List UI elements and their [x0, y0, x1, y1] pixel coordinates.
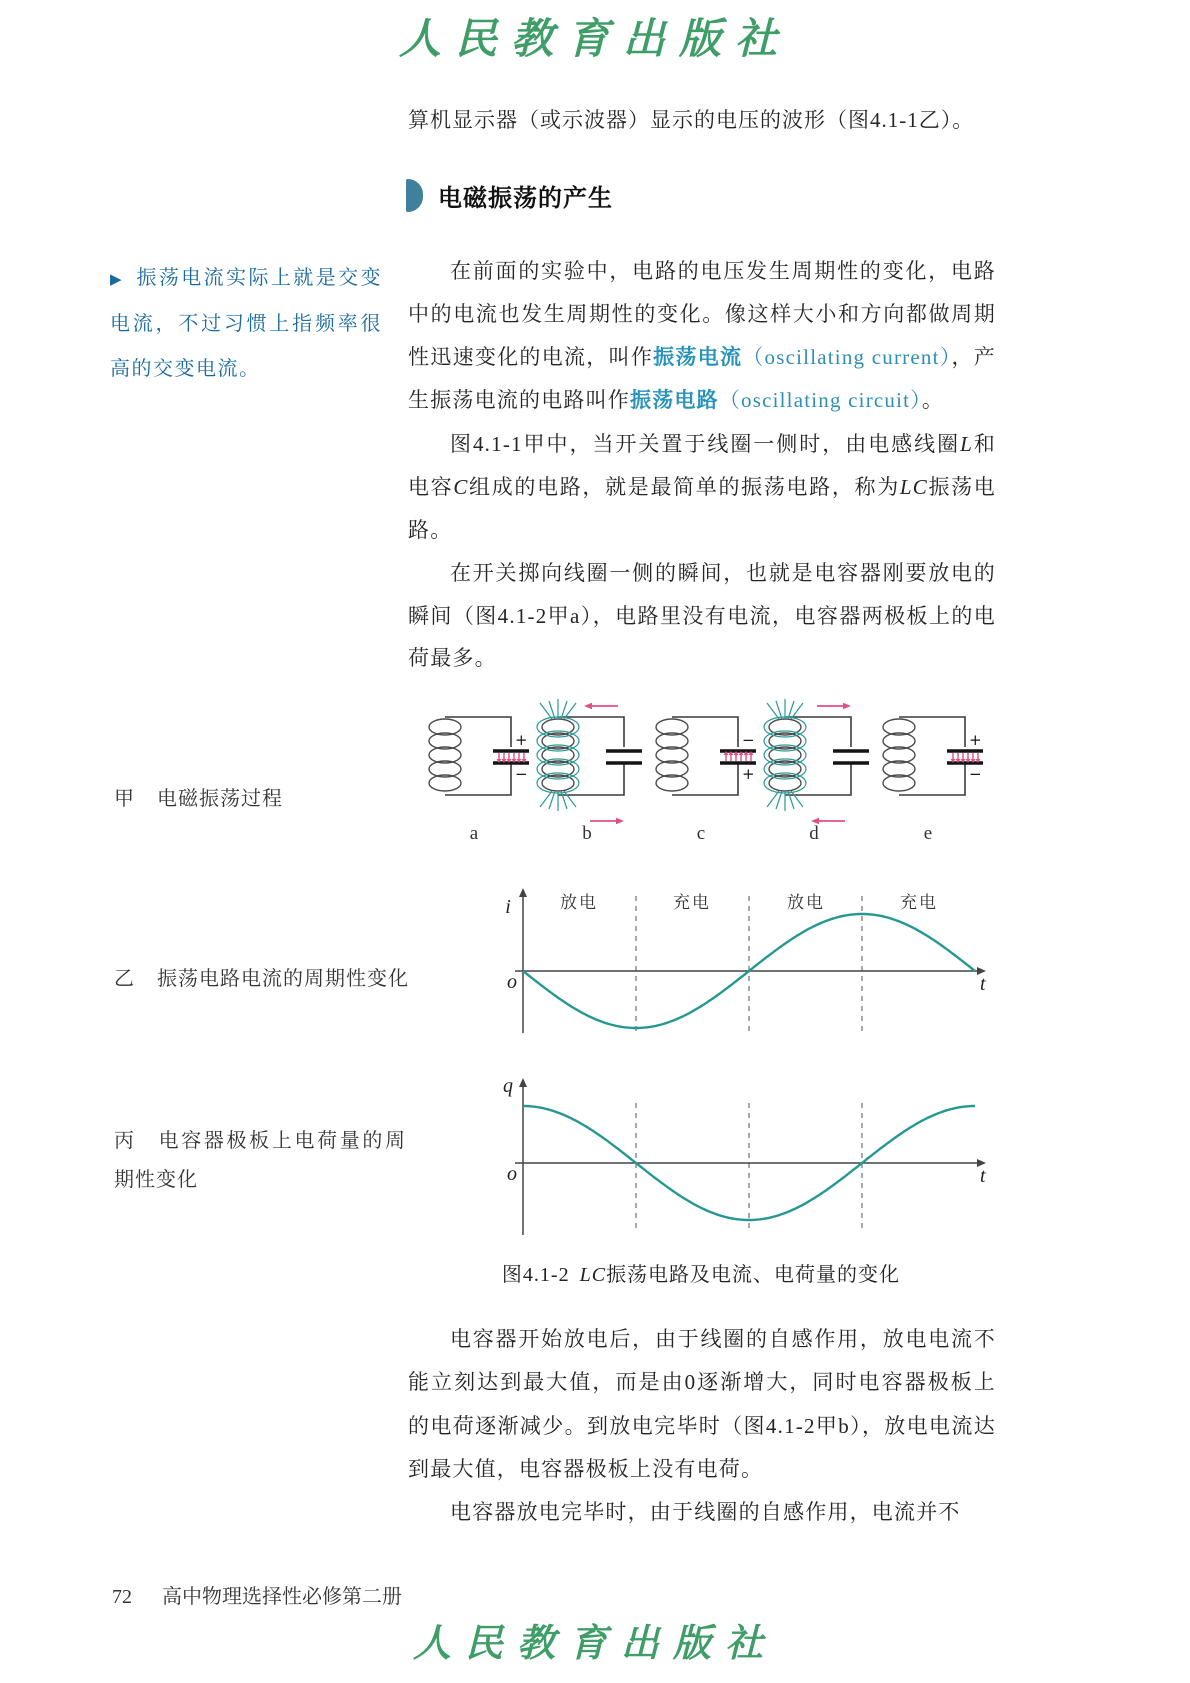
p1-text: 在前面的实验中，电路的电压发生周期性的变化，电路中的电流也发生周期性的变化。像这样大小和方向都做周期性迅速变化的电流，叫作 [408, 259, 996, 369]
paragraph-5: 电容器放电完毕时，由于线圈的自感作用，电流并不 [450, 1500, 961, 1524]
charge-time-graph [420, 1000, 995, 1245]
figure-label-jia [114, 782, 394, 811]
figure-label-text: 振荡电路电流的周期性变化 [157, 968, 409, 990]
x-axis-label-t: t [980, 1165, 986, 1187]
caption-number: 图4.1-2 [501, 1264, 570, 1286]
circuit-c [656, 717, 756, 844]
page-footer [112, 1580, 402, 1609]
page-number: 72 [112, 1586, 132, 1608]
circuit-letter: b [582, 823, 592, 844]
figure-label-text: 电磁振荡过程 [157, 788, 283, 810]
intro-line: 算机显示器（或示波器）显示的电压的波形（图4.1-1乙）。 [408, 108, 975, 132]
phase-label-charge: 充电 [900, 893, 938, 912]
term-oscillating-circuit: 振荡电路 [630, 389, 719, 413]
paragraph-1 [408, 250, 996, 423]
paragraph-2 [408, 423, 996, 551]
minus-sign: − [515, 765, 528, 783]
circuit-letter: c [696, 823, 706, 844]
section-heading [406, 178, 613, 213]
plus-sign: + [969, 731, 982, 749]
book-title: 高中物理选择性必修第二册 [162, 1586, 402, 1608]
p2-text: 和电容 [408, 432, 996, 500]
triangle-bullet-icon: ▶ [110, 272, 123, 288]
circuit-letter: a [469, 823, 479, 844]
current-arrow-top-left [584, 703, 618, 709]
side-note [110, 256, 382, 393]
figure-tag: 乙 [114, 968, 135, 990]
current-arrow-top-right [817, 703, 851, 709]
p1-text: 。 [921, 388, 945, 413]
figure-tag: 甲 [114, 788, 135, 810]
side-note-text: 振荡电流实际上就是交变电流，不过习惯上指频率很高的交变电流。 [110, 267, 383, 381]
circuit-a [429, 717, 529, 844]
minus-sign: − [969, 765, 982, 783]
plus-sign: + [515, 731, 528, 749]
origin-label: o [507, 971, 517, 993]
y-axis-label-i: i [505, 896, 511, 918]
section-marker-icon [406, 179, 423, 212]
caption-var-LC: LC [579, 1264, 607, 1286]
circuit-d [764, 699, 869, 844]
figure-label-text: 电容器极板上电荷量的周期性变化 [114, 1130, 407, 1191]
publisher-logo-bottom: 人民教育出版社 [412, 1620, 777, 1665]
term-oscillating-circuit-en: （oscillating circuit） [718, 388, 922, 413]
term-oscillating-current: 振荡电流 [653, 345, 743, 369]
phase-label-discharge: 放电 [787, 893, 825, 912]
bottom-text-column [408, 1318, 996, 1534]
circuit-e [883, 717, 983, 844]
phase-label-charge: 充电 [673, 893, 711, 912]
circuit-b [537, 699, 642, 844]
origin-label: o [507, 1163, 517, 1185]
circuit-letter: d [809, 823, 819, 844]
p2-text: 图4.1-1甲中，当开关置于线圈一侧时，由电感线圈 [450, 432, 961, 457]
circuit-letter: e [923, 823, 933, 844]
plus-sign: + [742, 765, 755, 783]
paragraph-4: 电容器开始放电后，由于线圈的自感作用，放电电流不能立刻达到最大值，而是由0逐渐增大，同时电容器极板上的电荷逐渐减少。到放电完毕时（图4.1-2甲b），放电电流达到最大值，电容器极板上没有电荷。 [408, 1327, 996, 1481]
p2-text: 振荡电路。 [408, 475, 996, 542]
lc-circuit-states-figure [405, 695, 990, 847]
figure-label-bing [114, 1122, 406, 1200]
x-axis-label-t: t [980, 973, 986, 995]
figure-caption [408, 1258, 994, 1287]
p1-text: ，产生振荡电流的电路叫作 [408, 344, 996, 413]
y-axis-label-q: q [503, 1075, 513, 1097]
var-L: L [960, 432, 974, 457]
phase-label-discharge: 放电 [560, 893, 598, 912]
publisher-logo-top: 人民教育出版社 [398, 14, 791, 63]
p2-text: 组成的电路，就是最简单的振荡电路，称为 [468, 475, 900, 500]
caption-text: 振荡电路及电流、电荷量的变化 [606, 1264, 901, 1286]
term-oscillating-current-en: （oscillating current） [742, 344, 952, 369]
figure-label-yi [114, 962, 414, 991]
paragraph-3: 在开关掷向线圈一侧的瞬间，也就是电容器刚要放电的瞬间（图4.1-2甲a），电路里没有电流，电容器两极板上的电荷最多。 [408, 560, 996, 671]
current-arrow-bottom-right [590, 818, 624, 824]
var-C: C [453, 475, 469, 500]
section-title: 电磁振荡的产生 [438, 185, 613, 212]
figure-tag: 丙 [114, 1130, 137, 1152]
main-text-column [408, 250, 996, 680]
minus-sign: − [742, 731, 755, 749]
var-LC: LC [899, 475, 928, 500]
